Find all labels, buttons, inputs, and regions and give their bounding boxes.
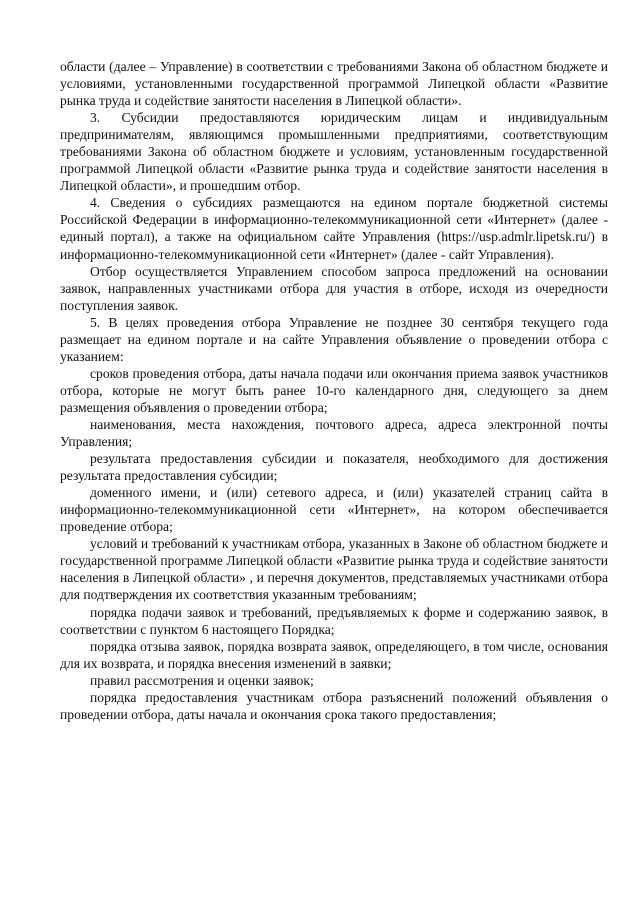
- paragraph-domain: доменного имени, и (или) сетевого адреса, и (или) указателей страниц сайта в информационно-телекоммуникационной сети «Интернет», на котором обеспечивается проведение отбора;: [60, 485, 608, 535]
- paragraph-clause-5: 5. В целях проведения отбора Управление не позднее 30 сентября текущего года размещает на едином портале и на сайте Управления объявление о проведении отбора с указанием:: [60, 314, 608, 364]
- paragraph-result: результата предоставления субсидии и показателя, необходимого для достижения результата предоставления субсидии;: [60, 451, 608, 484]
- paragraph-clarifications: порядка предоставления участникам отбора разъяснений положений объявления о проведении отбора, даты начала и окончания срока такого предоставления;: [60, 689, 608, 722]
- paragraph-selection-method: Отбор осуществляется Управлением способом запроса предложений на основании заявок, направленных участниками отбора для участия в отборе, исходя из очередности поступления заявок.: [60, 263, 608, 313]
- paragraph-clause-3: 3. Субсидии предоставляются юридическим лицам и индивидуальным предпринимателям, являющимся промышленными предприятиями, соответствующим требованиями Закона об областном бюджете и условиям, установленным государственной программой Липецкой области «Развитие рынка труда и содействие занятости населения в Липецкой области», и прошедшим отбор.: [60, 110, 608, 194]
- paragraph-clause-4: 4. Сведения о субсидиях размещаются на едином портале бюджетной системы Российской Федерации в информационно-телекоммуникационной сети «Интернет» (далее - единый портал), а также на официальном сайте Управления (https://usp.admlr.lipetsk.ru/) в информационно-телекоммуникационной сети «Интернет» (далее - сайт Управления).: [60, 195, 608, 262]
- paragraph-address: наименования, места нахождения, почтового адреса, адреса электронной почты Управления;: [60, 416, 608, 450]
- paragraph-review-rules: правил рассмотрения и оценки заявок;: [90, 672, 314, 688]
- paragraph-requirements: условий и требований к участникам отбора, указанных в Законе об областном бюджете и государственной программе Липецкой области «Развитие рынка труда и содействие занятости населения в Липецкой области» , и перечня документов, представляемых участниками отбора для подтверждения их соответствия указанным требованиям;: [60, 536, 608, 603]
- paragraph-withdrawal-order: порядка отзыва заявок, порядка возврата заявок, определяющего, в том числе, основания для их возврата, и порядка внесения изменений в заявки;: [60, 638, 608, 671]
- document-body: [60, 58, 608, 723]
- paragraph-continuation: области (далее – Управление) в соответствии с требованиями Закона об областном бюджете и условиями, установленными государственной программой Липецкой области «Развитие рынка труда и содействие занятости населения в Липецкой области».: [60, 59, 608, 109]
- paragraph-submission-order: порядка подачи заявок и требований, предъявляемых к форме и содержанию заявок, в соответствии с пунктом 6 настоящего Порядка;: [60, 604, 608, 637]
- paragraph-deadlines: сроков проведения отбора, даты начала подачи или окончания приема заявок участников отбора, которые не могут быть ранее 10-го календарного дня, следующего за днем размещения объявления о проведении отбора;: [60, 365, 608, 415]
